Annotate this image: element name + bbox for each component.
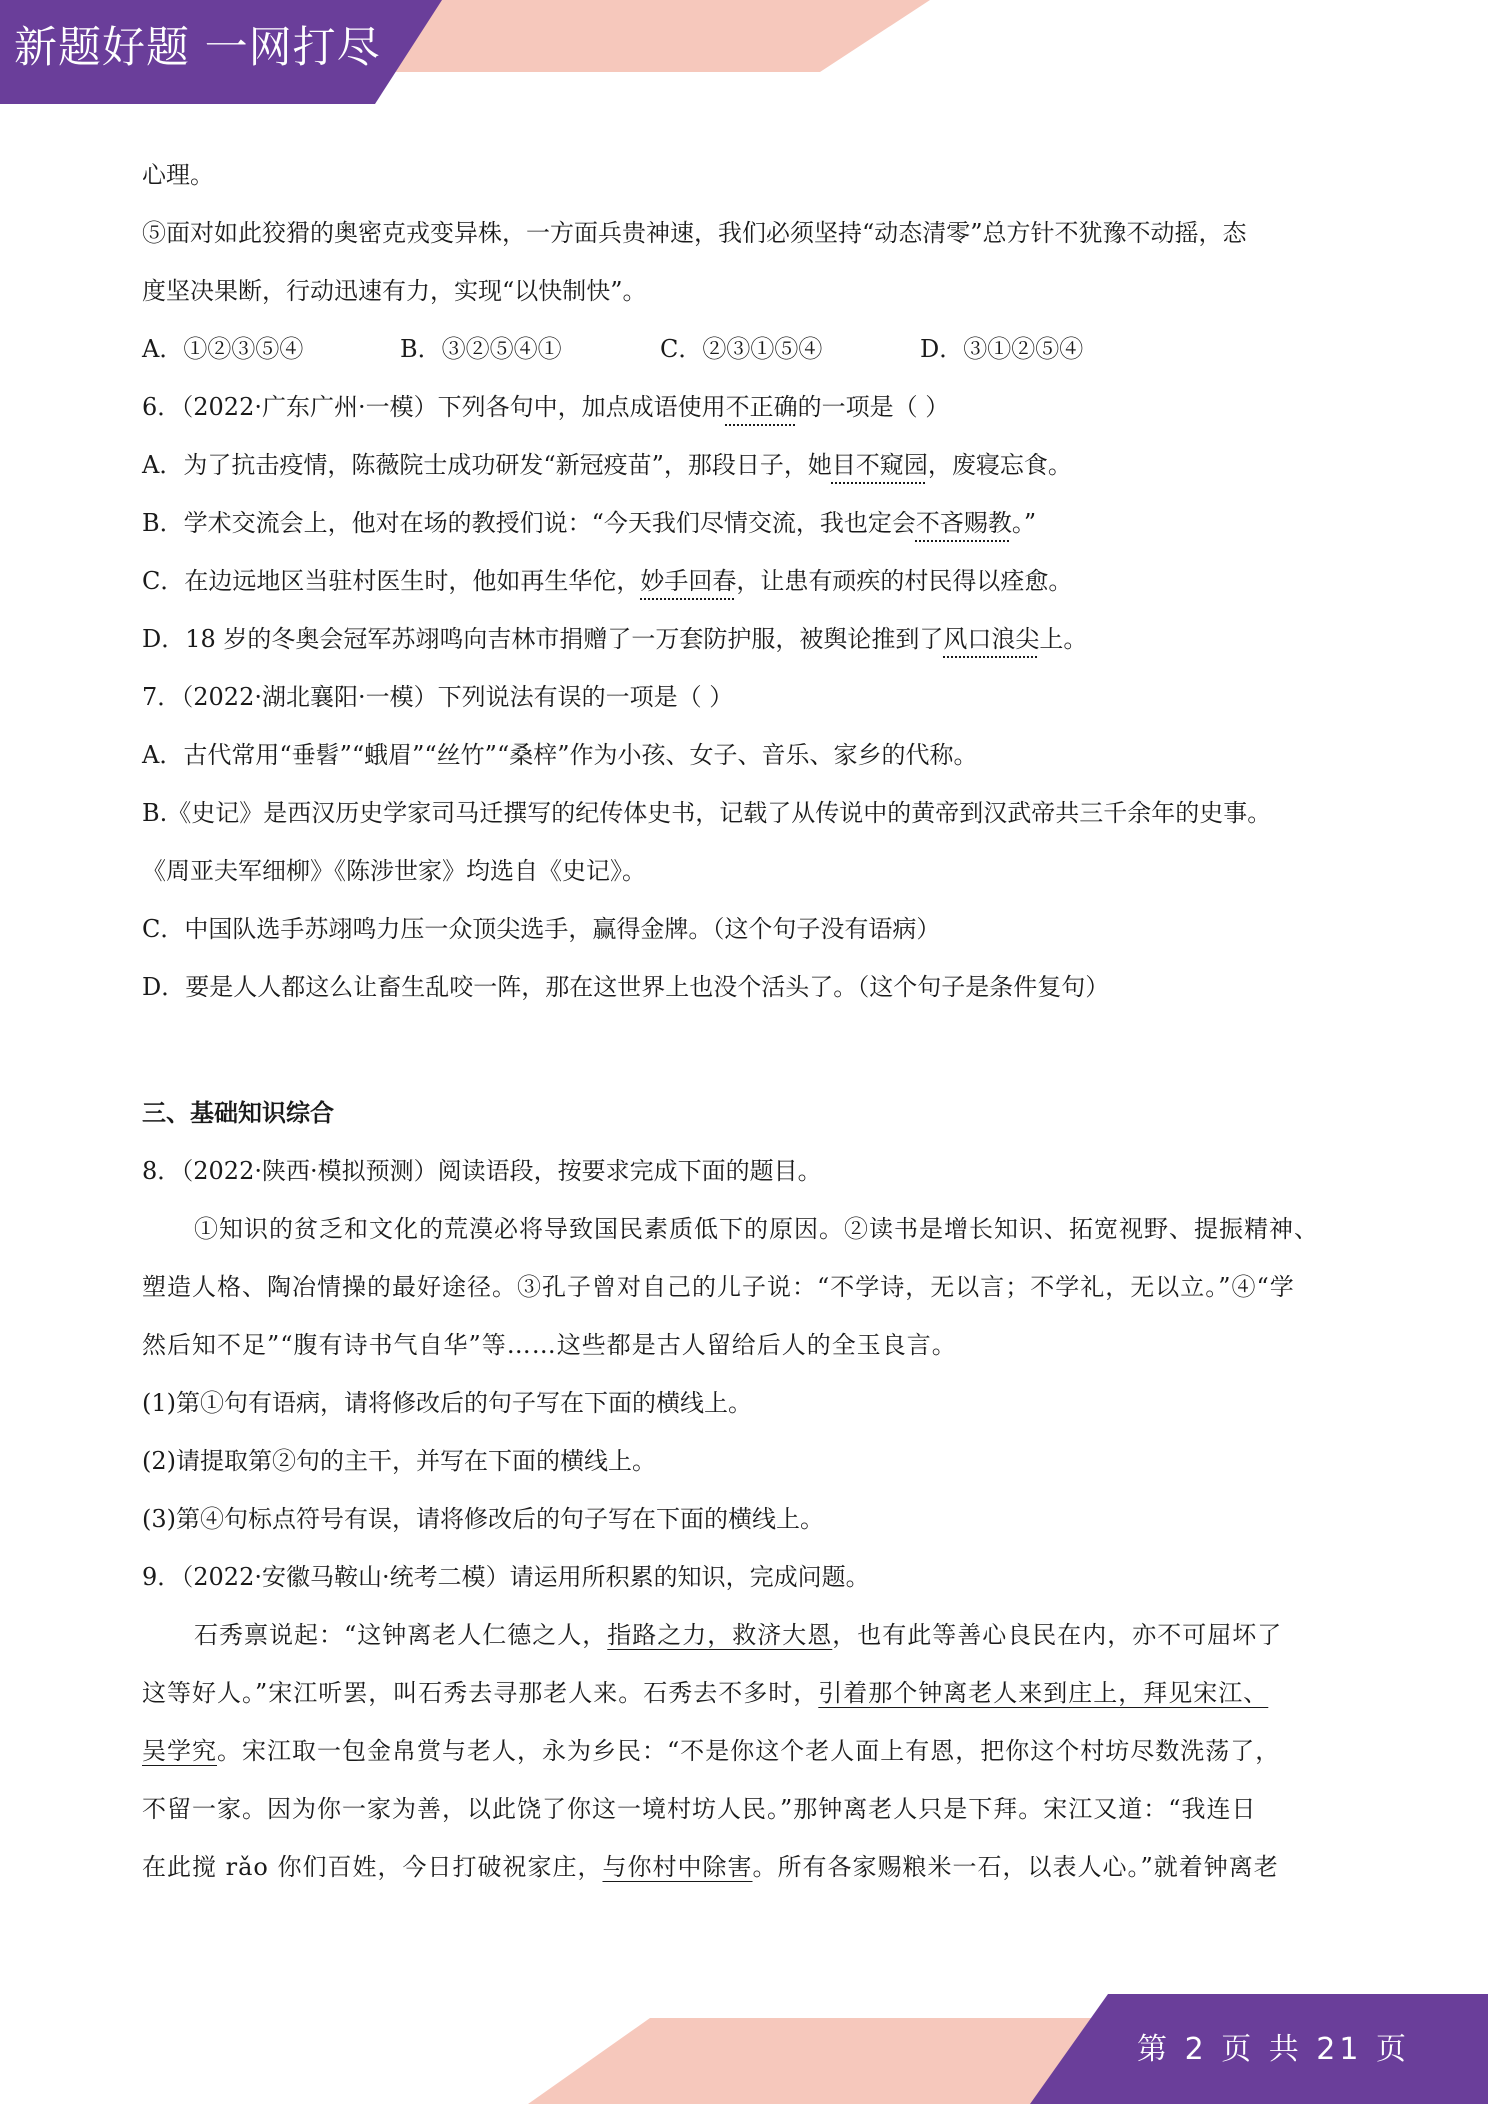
page-number: 第 2 页 共 21 页 (1137, 2032, 1410, 2067)
underlined-text: 与你村中除害 (602, 1853, 753, 1881)
q9-passage-line (142, 1838, 1354, 1896)
q7-option-c: C．中国队选手苏翊鸣力压一众顶尖选手，赢得金牌。（这个句子没有语病） (142, 915, 941, 943)
option-text-end: 。” (1011, 509, 1037, 537)
section-heading: 三、基础知识综合 (142, 1099, 334, 1127)
option-text-end: ，废寝忘食。 (927, 451, 1072, 479)
option-text: A．为了抗击疫情，陈薇院士成功研发“新冠疫苗”，那段日子，她 (142, 451, 832, 479)
q8-passage-line: 塑造人格、陶冶情操的最好途径。③孔子曾对自己的儿子说：“不学诗，无以言；不学礼，无以立。”④“学 (142, 1273, 1295, 1301)
option-text: B．学术交流会上，他对在场的教授们说：“今天我们尽情交流，我也定会 (142, 509, 916, 537)
q9-passage-line: 不留一家。因为你一家为善，以此饶了你这一境村坊人民。”那钟离老人只是下拜。宋江又道：“我连日 (142, 1795, 1257, 1823)
dotted-emphasis: 不正确 (725, 393, 798, 421)
q6-option-c (142, 552, 1354, 610)
q7-option-b-cont: 《周亚夫军细柳》《陈涉世家》均选自《史记》。 (142, 857, 646, 885)
passage-text: 。宋江取一包金帛赏与老人，永为乡民：“不是你这个老人面上有恩，把你这个村坊尽数洗荡了， (217, 1737, 1281, 1765)
q6-option-a (142, 436, 1354, 494)
option-text: D．18 岁的冬奥会冠军苏翊鸣向吉林市捐赠了一万套防护服，被舆论推到了 (142, 625, 944, 653)
section-gap (142, 1016, 1354, 1084)
option-d: D．③①②⑤④ (920, 335, 1084, 363)
passage-text: 这等好人。”宋江听罢，叫石秀去寻那老人来。石秀去不多时， (142, 1679, 819, 1707)
dotted-idiom: 妙手回春 (640, 567, 737, 595)
paragraph: 度坚决果断，行动迅速有力，实现“以快制快”。 (142, 277, 647, 305)
q6-stem-text: 6．（2022·广东广州·一模）下列各句中，加点成语使用 (142, 393, 726, 421)
paragraph: 心理。 (142, 161, 214, 189)
q8-passage-line: 然后知不足”“腹有诗书气自华”等……这些都是古人留给后人的全玉良言。 (142, 1331, 957, 1359)
q6-stem (142, 378, 1354, 436)
q7-stem: 7．（2022·湖北襄阳·一模）下列说法有误的一项是（ ） (142, 683, 734, 711)
option-text: C．在边远地区当驻村医生时，他如再生华佗， (142, 567, 641, 595)
q6-option-d (142, 610, 1354, 668)
option-text-end: ，让患有顽疾的村民得以痊愈。 (736, 567, 1073, 595)
q8-sub-question: (1)第①句有语病，请将修改后的句子写在下面的横线上。 (142, 1389, 752, 1417)
underlined-text: 引着那个钟离老人来到庄上，拜见宋江、 (818, 1679, 1269, 1707)
q7-option-a: A．古代常用“垂髫”“蛾眉”“丝竹”“桑梓”作为小孩、女子、音乐、家乡的代称。 (142, 741, 978, 769)
passage-text: 。所有各家赐粮米一石，以表人心。”就着钟离老 (752, 1853, 1279, 1881)
option-b: B．③②⑤④① (400, 335, 562, 363)
q9-passage-line (142, 1606, 1354, 1664)
q6-stem-text-end: 的一项是（ ） (797, 393, 950, 421)
paragraph: ⑤面对如此狡猾的奥密克戎变异株，一方面兵贵神速，我们必须坚持“动态清零”总方针不犹豫不动摇，态 (142, 219, 1247, 247)
q8-sub-question: (2)请提取第②句的主干，并写在下面的横线上。 (142, 1447, 656, 1475)
underlined-text: 吴学究 (142, 1737, 217, 1765)
header-title: 新题好题 一网打尽 (14, 23, 381, 73)
q7-option-d: D．要是人人都这么让畜生乱咬一阵，那在这世界上也没个活头了。（这个句子是条件复句） (142, 973, 1110, 1001)
document-body (142, 146, 1354, 1896)
q8-passage-line: ①知识的贫乏和文化的荒漠必将导致国民素质低下的原因。②读书是增长知识、拓宽视野、提振精神、 (194, 1215, 1319, 1243)
q8-stem: 8．（2022·陕西·模拟预测）阅读语段，按要求完成下面的题目。 (142, 1157, 822, 1185)
dotted-idiom: 不吝赐教 (915, 509, 1012, 537)
q9-passage-line (142, 1722, 1354, 1780)
q7-option-b: B.《史记》是西汉历史学家司马迁撰写的纪传体史书，记载了从传说中的黄帝到汉武帝共三千余年的史事。 (142, 799, 1272, 827)
passage-text: 在此搅 rǎo 你们百姓，今日打破祝家庄， (142, 1853, 603, 1881)
dotted-idiom: 风口浪尖 (943, 625, 1040, 653)
q5-options (142, 320, 1354, 378)
q6-option-b (142, 494, 1354, 552)
dotted-idiom: 目不窥园 (831, 451, 928, 479)
passage-text: 石秀禀说起：“这钟离老人仁德之人， (194, 1621, 608, 1649)
option-text-end: 上。 (1039, 625, 1088, 653)
q8-sub-question: (3)第④句标点符号有误，请将修改后的句子写在下面的横线上。 (142, 1505, 824, 1533)
option-c: C．②③①⑤④ (660, 335, 823, 363)
underlined-text: 指路之力，救济大恩 (607, 1621, 833, 1649)
option-a: A．①②③⑤④ (142, 335, 304, 363)
q9-passage-line (142, 1664, 1354, 1722)
q9-stem: 9．（2022·安徽马鞍山·统考二模）请运用所积累的知识，完成问题。 (142, 1563, 870, 1591)
passage-text: ，也有此等善心良民在内，亦不可屈坏了 (832, 1621, 1283, 1649)
